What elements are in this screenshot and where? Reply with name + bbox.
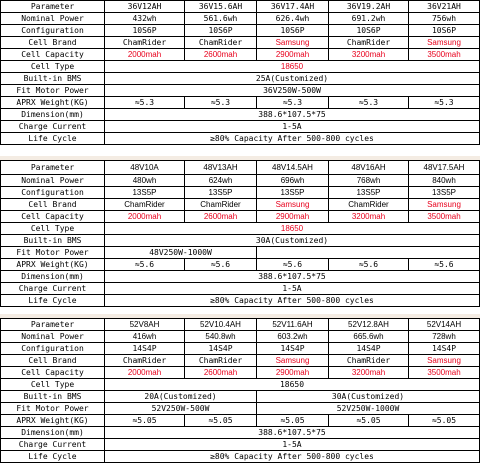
cell-value-highlight: Samsung xyxy=(409,199,480,211)
cell-value: 728wh xyxy=(409,331,480,343)
model-name: 48V13AH xyxy=(185,161,257,175)
row-label: Life Cycle xyxy=(1,451,105,463)
cell-value: 52V250W-500W xyxy=(105,403,257,415)
cell-value: 603.2wh xyxy=(257,331,329,343)
row-label: Charge Current xyxy=(1,439,105,451)
model-name: 48V17.5AH xyxy=(409,161,480,175)
row-label: Parameter xyxy=(1,1,105,13)
row-label: Cell Brand xyxy=(1,355,105,367)
cell-value: 13S5P xyxy=(185,187,257,199)
cell-value: ChamRider xyxy=(329,199,409,211)
cell-value: 14S4P xyxy=(257,343,329,355)
cell-value: 48V250W-1000W xyxy=(105,247,257,259)
cell-value-highlight: 18650 xyxy=(105,61,480,73)
row-motor xyxy=(1,403,480,415)
cell-value: 691.2wh xyxy=(329,13,409,25)
cell-value: ChamRider xyxy=(329,37,409,49)
row-label: Configuration xyxy=(1,187,105,199)
cell-value: 10S6P xyxy=(409,25,480,37)
row-motor xyxy=(1,247,480,259)
row-label: Built-in BMS xyxy=(1,73,105,85)
model-name: 48V14.5AH xyxy=(257,161,329,175)
cell-value: ≈5.3 xyxy=(257,97,329,109)
cell-value: 626.4wh xyxy=(257,13,329,25)
cell-value-highlight: 2600mah xyxy=(185,367,257,379)
row-life-cycle xyxy=(1,451,480,463)
cell-value-highlight: 2600mah xyxy=(185,49,257,61)
row-label: Nominal Power xyxy=(1,331,105,343)
cell-value: 14S4P xyxy=(105,343,185,355)
row-label: Charge Current xyxy=(1,121,105,133)
row-nominal-power xyxy=(1,175,480,187)
cell-value: ChamRider xyxy=(185,37,257,49)
cell-value-highlight: 3500mah xyxy=(409,211,480,223)
model-name: 52V8AH xyxy=(105,319,185,331)
cell-value: 624wh xyxy=(185,175,257,187)
cell-value-highlight: Samsung xyxy=(257,199,329,211)
model-name: 52V14AH xyxy=(409,319,480,331)
spec-table-52v xyxy=(0,318,480,463)
cell-value: 561.6wh xyxy=(185,13,257,25)
cell-value: ≈5.3 xyxy=(409,97,480,109)
cell-value: ≈5.3 xyxy=(185,97,257,109)
row-configuration xyxy=(1,343,480,355)
cell-value: 768wh xyxy=(329,175,409,187)
row-label: APRX Weight(KG) xyxy=(1,415,105,427)
model-name: 36V21AH xyxy=(409,1,480,13)
cell-value-highlight: 2900mah xyxy=(257,49,329,61)
cell-value: ChamRider xyxy=(185,199,257,211)
row-charge-current xyxy=(1,439,480,451)
row-weight xyxy=(1,259,480,271)
row-dimension xyxy=(1,427,480,439)
row-nominal-power xyxy=(1,13,480,25)
cell-value: 388.6*107.5*75 xyxy=(105,109,480,121)
cell-value: ≈5.6 xyxy=(257,259,329,271)
row-label: Nominal Power xyxy=(1,13,105,25)
row-bms xyxy=(1,235,480,247)
spec-table-36v xyxy=(0,0,480,145)
row-dimension xyxy=(1,271,480,283)
row-label: Fit Motor Power xyxy=(1,403,105,415)
cell-value: 36V250W-500W xyxy=(105,85,480,97)
cell-value: 10S6P xyxy=(185,25,257,37)
row-weight xyxy=(1,97,480,109)
row-life-cycle xyxy=(1,133,480,145)
row-cell-brand xyxy=(1,37,480,49)
cell-value: 14S4P xyxy=(185,343,257,355)
model-name: 48V16AH xyxy=(329,161,409,175)
row-cell-type xyxy=(1,379,480,391)
row-nominal-power xyxy=(1,331,480,343)
row-life-cycle xyxy=(1,295,480,307)
row-cell-type xyxy=(1,61,480,73)
cell-value-highlight: 3200mah xyxy=(329,367,409,379)
row-cell-brand xyxy=(1,355,480,367)
spec-table-48v xyxy=(0,160,480,307)
model-name: 52V12.8AH xyxy=(329,319,409,331)
row-label: Charge Current xyxy=(1,283,105,295)
row-label: Cell Brand xyxy=(1,37,105,49)
cell-value: ChamRider xyxy=(105,37,185,49)
cell-value-highlight: 2000mah xyxy=(105,49,185,61)
cell-value: ≈5.6 xyxy=(105,259,185,271)
cell-value: ≈5.3 xyxy=(329,97,409,109)
row-weight xyxy=(1,415,480,427)
row-configuration xyxy=(1,187,480,199)
cell-value: ≈5.3 xyxy=(105,97,185,109)
cell-value-highlight: 3500mah xyxy=(409,49,480,61)
cell-value: 10S6P xyxy=(105,25,185,37)
cell-value-highlight: 2000mah xyxy=(105,367,185,379)
cell-value: ≥80% Capacity After 500-800 cycles xyxy=(105,133,480,145)
cell-value-highlight: Samsung xyxy=(257,37,329,49)
cell-value: 30A(Customized) xyxy=(105,235,480,247)
cell-value-highlight: 3200mah xyxy=(329,211,409,223)
cell-value-highlight: 2000mah xyxy=(105,211,185,223)
row-label: Cell Capacity xyxy=(1,367,105,379)
row-label: Fit Motor Power xyxy=(1,247,105,259)
cell-value: 665.6wh xyxy=(329,331,409,343)
row-label: Life Cycle xyxy=(1,133,105,145)
cell-value: 10S6P xyxy=(257,25,329,37)
cell-value-highlight: 2900mah xyxy=(257,211,329,223)
cell-value: 13S5P xyxy=(257,187,329,199)
model-name: 36V17.4AH xyxy=(257,1,329,13)
row-label: Cell Type xyxy=(1,61,105,73)
row-label: Life Cycle xyxy=(1,295,105,307)
cell-value: ≥80% Capacity After 500-800 cycles xyxy=(105,451,480,463)
row-cell-capacity xyxy=(1,49,480,61)
cell-value: ≥80% Capacity After 500-800 cycles xyxy=(105,295,480,307)
row-label: Configuration xyxy=(1,343,105,355)
cell-value-highlight: 18650 xyxy=(105,223,480,235)
row-label: Parameter xyxy=(1,161,105,175)
row-charge-current xyxy=(1,283,480,295)
cell-value: ChamRider xyxy=(185,355,257,367)
cell-value: 52V250W-1000W xyxy=(257,403,480,415)
cell-value-highlight: Samsung xyxy=(257,355,329,367)
row-cell-type xyxy=(1,223,480,235)
row-label: APRX Weight(KG) xyxy=(1,259,105,271)
cell-value-highlight: 3500mah xyxy=(409,367,480,379)
cell-value: 480wh xyxy=(105,175,185,187)
row-label: Configuration xyxy=(1,25,105,37)
cell-value: 20A(Customized) xyxy=(105,391,257,403)
row-bms xyxy=(1,391,480,403)
row-configuration xyxy=(1,25,480,37)
cell-value: ChamRider xyxy=(105,199,185,211)
cell-value: 14S4P xyxy=(329,343,409,355)
cell-value-highlight: 2600mah xyxy=(185,211,257,223)
row-label: Dimension(mm) xyxy=(1,109,105,121)
row-bms xyxy=(1,73,480,85)
cell-value: ≈5.05 xyxy=(409,415,480,427)
cell-value: 13S5P xyxy=(409,187,480,199)
model-name: 52V11.6AH xyxy=(257,319,329,331)
cell-value: ≈5.6 xyxy=(409,259,480,271)
cell-value: 1-5A xyxy=(105,439,480,451)
model-name: 48V10A xyxy=(105,161,185,175)
model-name: 36V15.6AH xyxy=(185,1,257,13)
model-name: 52V10.4AH xyxy=(185,319,257,331)
row-label: Nominal Power xyxy=(1,175,105,187)
cell-value: 432wh xyxy=(105,13,185,25)
cell-value: 756wh xyxy=(409,13,480,25)
row-charge-current xyxy=(1,121,480,133)
row-label: Cell Capacity xyxy=(1,211,105,223)
cell-value: 10S6P xyxy=(329,25,409,37)
row-parameter xyxy=(1,161,480,175)
cell-value: 30A(Customized) xyxy=(257,391,480,403)
row-label: Dimension(mm) xyxy=(1,271,105,283)
row-parameter xyxy=(1,1,480,13)
cell-value: ChamRider xyxy=(105,355,185,367)
cell-value: ≈5.6 xyxy=(329,259,409,271)
row-label: Cell Brand xyxy=(1,199,105,211)
cell-value: 540.8wh xyxy=(185,331,257,343)
cell-value: ≈5.05 xyxy=(257,415,329,427)
cell-value: 388.6*107.5*75 xyxy=(105,271,480,283)
cell-value: ≈5.6 xyxy=(185,259,257,271)
row-label: APRX Weight(KG) xyxy=(1,97,105,109)
cell-value-highlight: 3200mah xyxy=(329,49,409,61)
cell-value: 25A(Customized) xyxy=(105,73,480,85)
cell-value: ≈5.05 xyxy=(329,415,409,427)
cell-empty xyxy=(257,247,480,259)
row-parameter xyxy=(1,319,480,331)
row-dimension xyxy=(1,109,480,121)
row-label: Built-in BMS xyxy=(1,391,105,403)
cell-value: 388.6*107.5*75 xyxy=(105,427,480,439)
row-label: Parameter xyxy=(1,319,105,331)
row-label: Cell Type xyxy=(1,223,105,235)
cell-value: 18650 xyxy=(105,379,480,391)
row-cell-brand xyxy=(1,199,480,211)
cell-value: 1-5A xyxy=(105,121,480,133)
row-label: Cell Capacity xyxy=(1,49,105,61)
cell-value: ChamRider xyxy=(329,355,409,367)
cell-value-highlight: Samsung xyxy=(409,355,480,367)
cell-value: 840wh xyxy=(409,175,480,187)
cell-value: ≈5.05 xyxy=(105,415,185,427)
row-motor xyxy=(1,85,480,97)
row-label: Dimension(mm) xyxy=(1,427,105,439)
cell-value: 1-5A xyxy=(105,283,480,295)
row-label: Built-in BMS xyxy=(1,235,105,247)
row-cell-capacity xyxy=(1,367,480,379)
row-label: Fit Motor Power xyxy=(1,85,105,97)
cell-value-highlight: 2900mah xyxy=(257,367,329,379)
cell-value: 14S4P xyxy=(409,343,480,355)
cell-value-highlight: Samsung xyxy=(409,37,480,49)
model-name: 36V12AH xyxy=(105,1,185,13)
cell-value: 416wh xyxy=(105,331,185,343)
cell-value: ≈5.05 xyxy=(185,415,257,427)
cell-value: 696wh xyxy=(257,175,329,187)
cell-value: 13S5P xyxy=(105,187,185,199)
row-cell-capacity xyxy=(1,211,480,223)
model-name: 36V19.2AH xyxy=(329,1,409,13)
cell-value: 13S5P xyxy=(329,187,409,199)
row-label: Cell Type xyxy=(1,379,105,391)
